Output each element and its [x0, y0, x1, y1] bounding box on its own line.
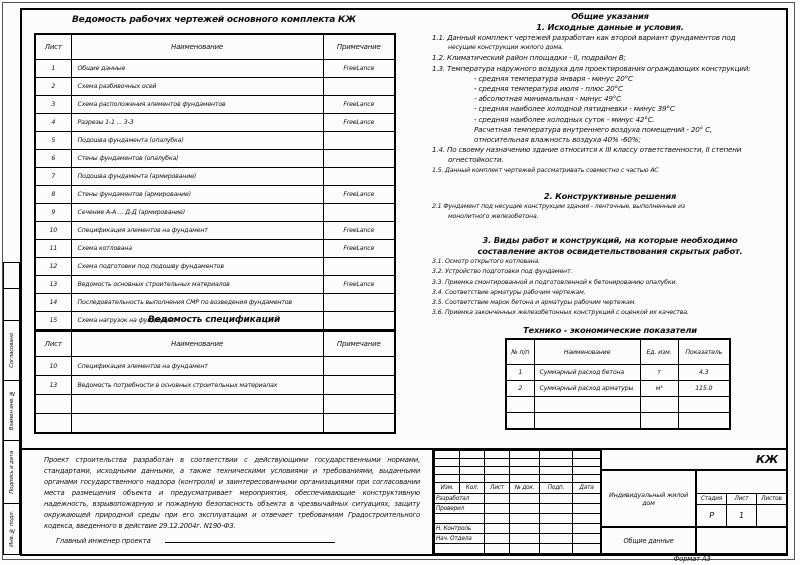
stage-value: Р — [697, 505, 727, 526]
table-cell: FreeLance — [323, 114, 395, 132]
table-cell: 1 — [506, 365, 534, 381]
table-cell: Сечение А-А ... Д-Д (армирование) — [71, 204, 323, 222]
table-cell — [323, 357, 395, 376]
table-cell: 4 — [35, 114, 71, 132]
note-line: - средняя температура января - минус 20°С — [474, 73, 633, 83]
role-row-checked: Проверил — [435, 504, 601, 514]
note-line: 3.5. Соответствие марок бетона и арматуры рабочим чертежам. — [432, 299, 637, 307]
table-cell: 12 — [35, 258, 71, 276]
format-label: Формат А3 — [673, 555, 711, 563]
stage-empty-row — [697, 471, 786, 494]
signature-line — [165, 534, 335, 543]
table-row — [506, 413, 730, 430]
table-cell: Ведомость основных строительных материалов — [71, 276, 323, 294]
table-cell: 15 — [35, 312, 71, 330]
table-cell: Стены фундаментов (армирование) — [71, 186, 323, 204]
column-header-number: № п/п — [506, 339, 534, 365]
worksheets-table — [34, 33, 396, 349]
col-izm: Изм. — [435, 483, 460, 494]
table-row — [35, 96, 395, 114]
table-header-row — [35, 34, 395, 60]
table-cell: FreeLance — [323, 60, 395, 78]
table-cell — [506, 413, 534, 430]
table-row — [506, 397, 730, 413]
table-cell: 13 — [35, 376, 71, 395]
table-cell: Спецификация элементов на фундамент — [71, 357, 323, 376]
section3-lines — [432, 257, 788, 318]
table-row — [35, 114, 395, 132]
note-line: огнестойкости. — [448, 155, 504, 165]
table-cell: 7 — [35, 168, 71, 186]
table-row — [35, 60, 395, 78]
table-cell: Спецификация элементов на фундамент — [71, 222, 323, 240]
side-stamp-cell-signature-date — [3, 440, 20, 504]
table-cell: 11 — [35, 240, 71, 258]
table-cell: т — [640, 365, 678, 381]
worksheets-table-title: Ведомость рабочих чертежей основного комплекта КЖ — [72, 15, 356, 25]
table-row — [35, 395, 395, 414]
table-cell: 8 — [35, 186, 71, 204]
side-stamp-label: Инв. № подл. — [8, 511, 15, 547]
table-cell: 3 — [35, 96, 71, 114]
tep-table — [505, 338, 731, 430]
table-row — [35, 186, 395, 204]
note-line: 3.6. Приемка законченных железобетонных конструкций с оценкой их качества. — [432, 309, 689, 317]
revision-row-empty — [435, 459, 601, 467]
table-cell — [323, 204, 395, 222]
table-cell — [323, 132, 395, 150]
col-date: Дата — [573, 483, 601, 494]
note-line: 3.1. Осмотр открытого котлована. — [432, 258, 541, 266]
table-cell: Суммарный расход бетона — [534, 365, 640, 381]
role-row-blank — [435, 514, 601, 524]
table-cell: Суммарный расход арматуры — [534, 381, 640, 397]
table-cell: FreeLance — [323, 276, 395, 294]
role-row-developed: Разработал — [435, 494, 601, 504]
side-stamp-label: Согласовано — [8, 333, 15, 368]
table-row — [35, 150, 395, 168]
side-stamp-cell-replaced-inv — [3, 380, 20, 441]
title-block-revision-grid — [434, 450, 602, 553]
bottom-section-divider — [21, 448, 433, 450]
table-cell: 10 — [35, 222, 71, 240]
revision-row-empty — [435, 475, 601, 483]
table-row — [35, 376, 395, 395]
organization-cell — [697, 528, 786, 553]
section1-title: 1. Исходные данные и условия. — [536, 22, 684, 32]
note-line: относительная влажность воздуха 40% -60%; — [474, 135, 641, 145]
specs-table — [34, 330, 396, 434]
table-cell — [35, 414, 71, 434]
section1-lines — [432, 33, 788, 176]
title-block-right — [602, 450, 786, 553]
note-line: несущие конструкции жилого дома. — [448, 44, 564, 52]
project-name: Индивидуальный жилой дом — [602, 471, 697, 526]
table-cell: Ведомость потребности в основных строительных материалах — [71, 376, 323, 395]
table-cell: м³ — [640, 381, 678, 397]
table-row — [35, 294, 395, 312]
tep-table-title: Технико - экономические показатели — [523, 325, 697, 335]
side-stamp-label: Подпись и дата — [8, 450, 15, 494]
table-row — [35, 276, 395, 294]
table-cell: FreeLance — [323, 186, 395, 204]
table-cell — [323, 376, 395, 395]
general-notes — [432, 11, 788, 318]
sheets-total — [757, 505, 786, 526]
column-header-value: Показатель — [678, 339, 730, 365]
table-cell — [534, 397, 640, 413]
column-header-note: Примечание — [323, 34, 395, 60]
note-line: - средняя наиболее холодной пятидневки - минус 39°С — [474, 104, 675, 114]
note-line: 3.4. Соответствие арматуры рабочим чертежам. — [432, 288, 586, 296]
table-cell: Схема разбивочных осей — [71, 78, 323, 96]
note-line: 1.5. Данный комплект чертежей рассматривать совместно с частью АС — [432, 166, 659, 174]
title-block — [432, 448, 788, 555]
table-header-row — [506, 339, 730, 365]
signature-label: Главный инженер проекта — [56, 537, 151, 545]
table-row — [506, 365, 730, 381]
side-stamp-label: Взамен инв. № — [8, 390, 15, 431]
table-cell — [323, 414, 395, 434]
revision-row-empty — [435, 544, 601, 554]
revision-row-empty — [435, 451, 601, 459]
table-row — [35, 240, 395, 258]
table-cell: 14 — [35, 294, 71, 312]
table-cell: FreeLance — [323, 96, 395, 114]
table-cell: 6 — [35, 150, 71, 168]
table-cell — [678, 397, 730, 413]
chief-engineer-signature — [56, 534, 335, 545]
table-cell: Схема подготовки под подошву фундаментов — [71, 258, 323, 276]
table-cell — [323, 395, 395, 414]
table-cell: FreeLance — [323, 240, 395, 258]
table-header-row — [35, 331, 395, 357]
column-header-name: Наименование — [71, 34, 323, 60]
col-doc: № док. — [510, 483, 540, 494]
column-header-name: Наименование — [71, 331, 323, 357]
table-cell — [323, 258, 395, 276]
table-cell — [678, 413, 730, 430]
sheets-header: Листов — [761, 496, 782, 502]
table-cell — [323, 168, 395, 186]
note-line: 3.3. Приемка смонтированной и подготовленной к бетонированию опалубки. — [432, 278, 678, 286]
column-header-note: Примечание — [323, 331, 395, 357]
document-code: КЖ — [602, 450, 786, 471]
note-line: - средняя наиболее холодных суток - минус 42°С. — [474, 114, 655, 124]
table-cell: 2 — [506, 381, 534, 397]
section3-title-line1: 3. Виды работ и конструкций, на которые необходимо — [482, 235, 738, 246]
col-list: Лист — [485, 483, 510, 494]
role-row-dept-head: Нач. Отдела — [435, 534, 601, 544]
column-header-unit: Ед. изм. — [640, 339, 678, 365]
revision-header-row — [435, 483, 601, 494]
note-line: 1.1. Данный комплект чертежей разработан как второй вариант фундаментов под — [432, 33, 736, 42]
table-cell: 115.0 — [678, 381, 730, 397]
table-cell — [640, 413, 678, 430]
stage-header-row — [697, 494, 786, 505]
table-cell — [534, 413, 640, 430]
note-line: 1.4. По своему назначению здание относится к III классу ответственности, II степени — [432, 145, 742, 155]
table-cell: 1 — [35, 60, 71, 78]
table-row — [35, 357, 395, 376]
table-cell — [35, 395, 71, 414]
sheet-title: Общие данные — [602, 528, 697, 553]
note-line: 1.3. Температура наружного воздуха для проектирования ограждающих конструкций: — [432, 63, 751, 73]
table-cell — [323, 150, 395, 168]
sheet-number: 1 — [727, 505, 757, 526]
note-line: монолитного железобетона. — [448, 213, 539, 221]
general-notes-heading: Общие указания — [571, 11, 649, 21]
role-row-norm-control: Н. Контроль — [435, 524, 601, 534]
side-stamp-cell-empty — [3, 262, 20, 289]
column-header-sheet: Лист — [35, 34, 71, 60]
revision-row-empty — [435, 467, 601, 475]
side-stamp-cell-empty — [3, 288, 20, 321]
stage-header: Стадия — [697, 494, 727, 504]
table-cell: Подошва фундамента (опалубка) — [71, 132, 323, 150]
title-block-middle — [602, 471, 786, 528]
table-row — [35, 258, 395, 276]
title-block-bottom — [602, 528, 786, 553]
section2-lines — [432, 202, 788, 222]
table-cell: 4.3 — [678, 365, 730, 381]
stage-grid — [697, 471, 786, 526]
table-row — [35, 168, 395, 186]
table-cell: Схема нагрузок на фундамент — [71, 312, 323, 330]
table-row — [35, 414, 395, 434]
table-cell: Последовательность выполнения СМР по возведения фундаментов — [71, 294, 323, 312]
table-cell — [323, 294, 395, 312]
column-header-name: Наименование — [534, 339, 640, 365]
note-line: - средняя температура июля - плюс 20°С — [474, 84, 623, 94]
table-cell: Схема котлована — [71, 240, 323, 258]
col-sign: Подп. — [540, 483, 573, 494]
table-cell: Разрезы 1-1 ... 3-3 — [71, 114, 323, 132]
note-line: - абсолютная минимальная - минус 49°С — [474, 94, 621, 104]
table-cell — [323, 78, 395, 96]
table-cell: Стены фундаментов (опалубка) — [71, 150, 323, 168]
note-line: Расчетная температура внутреннего воздуха помещений - 20° С, — [474, 124, 712, 134]
table-cell: FreeLance — [323, 222, 395, 240]
table-cell: 5 — [35, 132, 71, 150]
note-line: 3.2. Устройство подготовки под фундамент. — [432, 268, 573, 276]
table-row — [35, 222, 395, 240]
table-row — [35, 204, 395, 222]
table-cell: 2 — [35, 78, 71, 96]
table-cell: Общие данные — [71, 60, 323, 78]
table-row — [35, 132, 395, 150]
table-cell — [71, 414, 323, 434]
specs-table-title: Ведомость спецификаций — [147, 315, 281, 325]
sheet-header: Лист — [727, 494, 757, 504]
table-cell: Подошва фундамента (армирование) — [71, 168, 323, 186]
side-stamp-cell-inventory — [3, 503, 20, 555]
stage-values-row — [697, 505, 786, 526]
table-cell — [640, 397, 678, 413]
section2-title: 2. Конструктивные решения — [543, 190, 677, 201]
table-cell — [71, 395, 323, 414]
note-line: 1.2. Климатический район площадки - II, подрайон В; — [432, 53, 626, 63]
table-cell — [506, 397, 534, 413]
side-stamp-cell-agreed — [3, 320, 20, 381]
table-cell: 9 — [35, 204, 71, 222]
table-cell: 10 — [35, 357, 71, 376]
table-cell: Схема расположения элементов фундаментов — [71, 96, 323, 114]
section3-title-line2: составление актов освидетельствования скрытых работ. — [477, 246, 743, 257]
note-line: 2.1 Фундамент под несущие конструкции здания - ленточные, выполненные из — [432, 202, 686, 210]
project-statement: Проект строительства разработан в соответствии с действующими государственными нормами, стандартами, исходными данными, а также техническими условиями и требованиями, выданными органами государственного надзора (контроля) и заинтересованными организациями при согласовании места размещения объекта и предусматривает мероприятия, обеспечивающие конструктивную надежность, взрывопожарную и пожарную безопасность объекта в чрезвычайных ситуациях, защиту окружающей природной среды при его эксплуатации и отвечает требованиям Градостроительного кодекса, введенного в действие 29.12.2004г. N190-ФЗ. — [44, 456, 420, 530]
col-kol: Кол. — [460, 483, 485, 494]
table-row — [506, 381, 730, 397]
table-cell: 13 — [35, 276, 71, 294]
column-header-sheet: Лист — [35, 331, 71, 357]
table-row — [35, 78, 395, 96]
